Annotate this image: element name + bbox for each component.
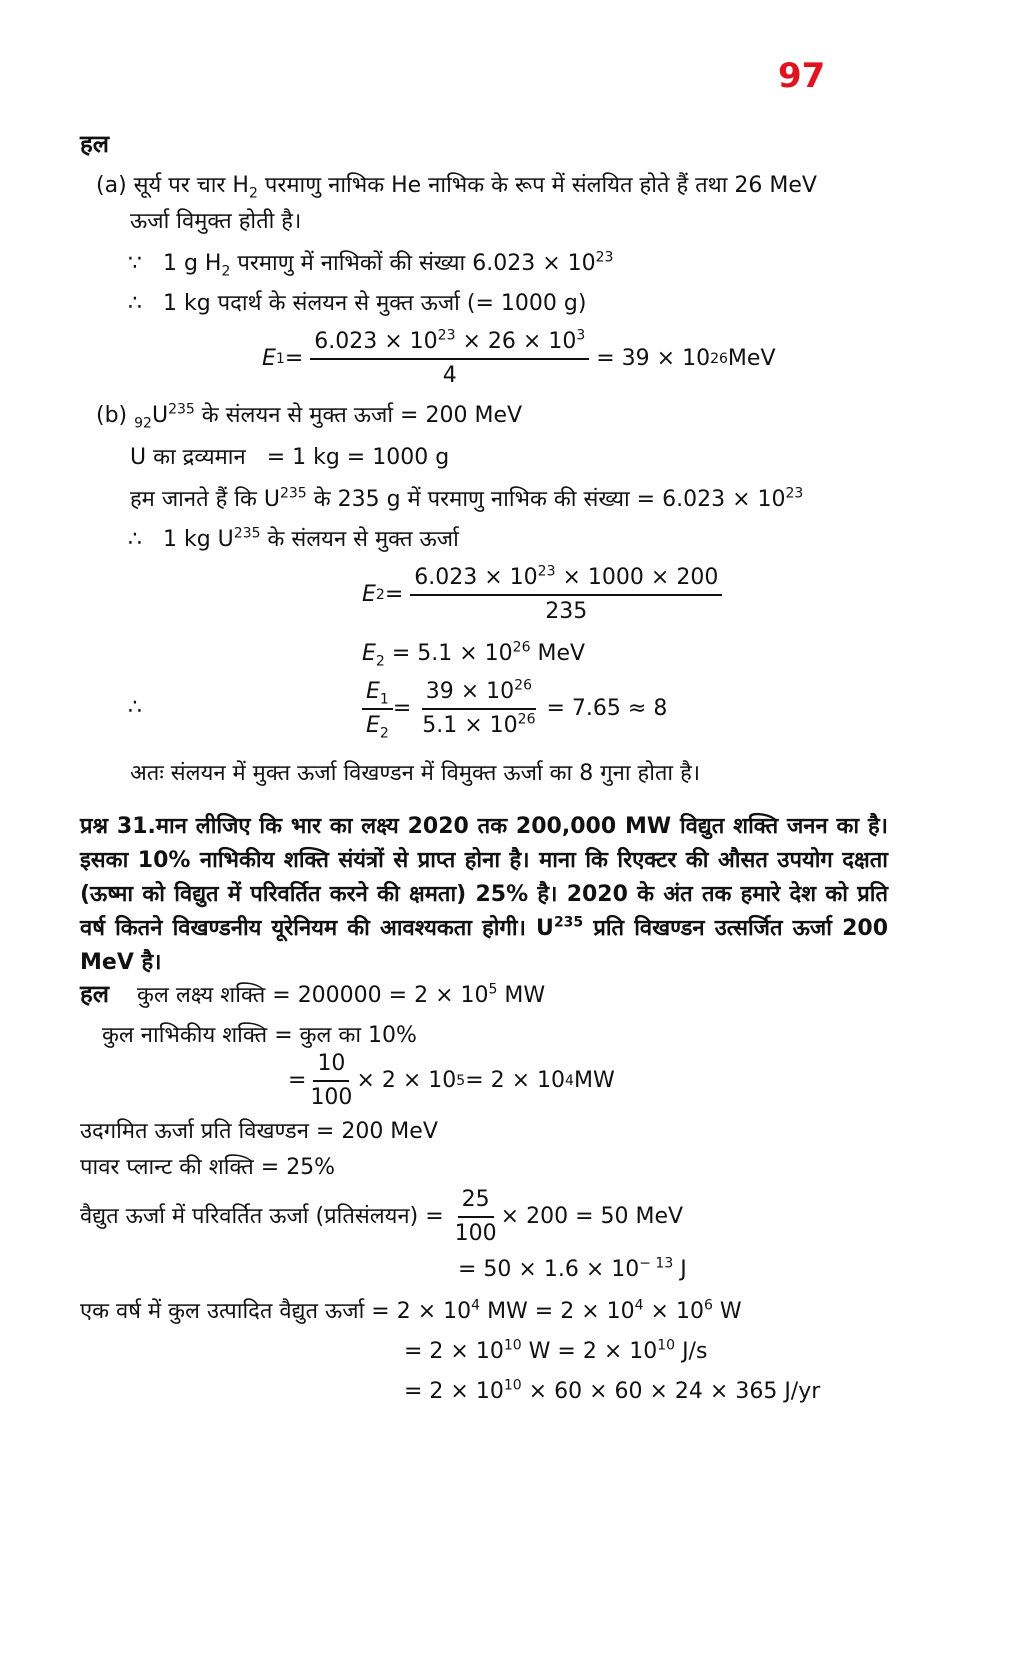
- part-a-line-2: ऊर्जा विमुक्त होती है।: [130, 209, 302, 234]
- since-line: ∵ 1 g $H_2$ परमाणु में नाभिकों की संख्या $6.023 \times 10^{23}$: [128, 249, 614, 280]
- solution-line-6: वैद्युत ऊर्जा में परिवर्तित ऊर्जा (प्रतिसंलयन) = $\frac{25}{100}$ × 200 = 50 MeV: [80, 1187, 684, 1246]
- part-b-line-3: हम जानते हैं कि $U^{235}$ के 235 g में परमाणु नाभिक की संख्या = $6.023 \times 10^{23}$: [130, 485, 804, 512]
- equation-e2-result: $E_2 = 5.1 \times 10^{26}$ MeV: [362, 639, 586, 670]
- question-31: प्रश्न 31.मान लीजिए कि भार का लक्ष्य 2020 तक 200,000 MW विद्युत शक्ति जनन का है। इसका 10% नाभिकीय शक्ति संयंत्रों से प्राप्त होना है। माना कि रिएक्टर की औसत उपयोग दक्षता (ऊष्मा को विद्युत में परिवर्तित करने की क्षमता) 25% है। 2020 के अंत तक हमारे देश को प्रति वर्ष कितने विखण्डनीय यूरेनियम की आवश्यकता होगी। $U^{235}$ प्रति विखण्डन उत्सर्जित ऊर्जा 200 MeV है।: [80, 814, 889, 975]
- therefore-symbol: ∴: [128, 527, 142, 552]
- solution-line-5: पावर प्लान्ट की शक्ति = 25%: [80, 1155, 336, 1180]
- equation-e1: E 1 = $\frac{6.023 \times 10^{23} \times 26 \times 10^3}{4}$ = 39 × 10 26 MeV: [262, 327, 776, 388]
- part-a-line-1: (a) सूर्य पर चार $H_2$ परमाणु नाभिक He नाभिक के रूप में संलयित होते हैं तथा 26 MeV: [96, 173, 817, 202]
- ten-percent-fraction: $\frac{10}{100}$: [310, 1051, 353, 1110]
- equation-ratio: $\frac{E_1}{E_2}$ = $\frac{39 \times 10^{26}}{5.1 \times 10^{26}}$ = 7.65 ≈ 8: [362, 678, 667, 740]
- efficiency-fraction: $\frac{25}{100}$: [454, 1187, 497, 1246]
- equation-e2-fraction: E 2 = $\frac{6.023 \times 10^{23} \times 1000 \times 200}{235}$: [362, 564, 722, 626]
- solution-heading: हल: [80, 130, 110, 158]
- ratio-right-fraction: $\frac{39 \times 10^{26}}{5.1 \times 10^{26}}$: [422, 677, 536, 738]
- part-b-line-2: U का द्रव्यमान = 1 kg = 1000 g: [130, 445, 450, 470]
- e1-fraction: $\frac{6.023 \times 10^{23} \times 26 \times 10^3}{4}$: [310, 328, 589, 390]
- therefore-symbol: ∴: [128, 291, 142, 316]
- solution-line-8: एक वर्ष में कुल उत्पादित वैद्युत ऊर्जा = $2 \times 10^4$ MW = $2 \times 10^4 \times 10^6$ W: [80, 1297, 742, 1324]
- solution-line-9: = $2 \times 10^{10}$ $W = 2 \times 10^{10}$ J/s: [404, 1337, 708, 1364]
- page-number: 97: [778, 56, 826, 96]
- solution-label: हल: [80, 980, 110, 1008]
- part-b-line-1: (b) $_{92}U^{235}$ के संलयन से मुक्त ऊर्जा = 200 MeV: [96, 401, 523, 432]
- part-b-line-4: ∴ 1 kg $U^{235}$ के संलयन से मुक्त ऊर्जा: [128, 525, 459, 552]
- therefore-line-a: ∴ 1 kg पदार्थ के संलयन से मुक्त ऊर्जा (= 1000 g): [128, 291, 587, 316]
- ratio-therefore-symbol: ∴: [128, 695, 142, 720]
- solution-line-7: = $50 \times 1.6 \times 10^{- 13}$ J: [458, 1255, 687, 1282]
- conclusion-line: अतः संलयन में मुक्त ऊर्जा विखण्डन में विमुक्त ऊर्जा का 8 गुना होता है।: [130, 761, 701, 786]
- solution-line-2: कुल नाभिकीय शक्ति = कुल का 10%: [102, 1023, 417, 1048]
- solution-line-10: = $2 \times 10^{10} \times 60 \times 60 \times 24 \times 365$ J/yr: [404, 1377, 821, 1404]
- question-label: प्रश्न 31.: [80, 814, 156, 839]
- solution-line-1: हल कुल लक्ष्य शक्ति = $200000 = 2 \times 10^5$ MW: [80, 980, 546, 1008]
- e2-fraction: $\frac{6.023 \times 10^{23} \times 1000 \times 200}{235}$: [410, 564, 722, 626]
- solution-line-3: = $\frac{10}{100}$ × 2 × 10 5 = 2 × 10 4 MW: [288, 1051, 615, 1110]
- solution-line-4: उदगमित ऊर्जा प्रति विखण्डन = 200 MeV: [80, 1119, 438, 1144]
- since-symbol: ∵: [128, 251, 142, 276]
- ratio-left-fraction: $\frac{E_1}{E_2}$: [362, 678, 393, 740]
